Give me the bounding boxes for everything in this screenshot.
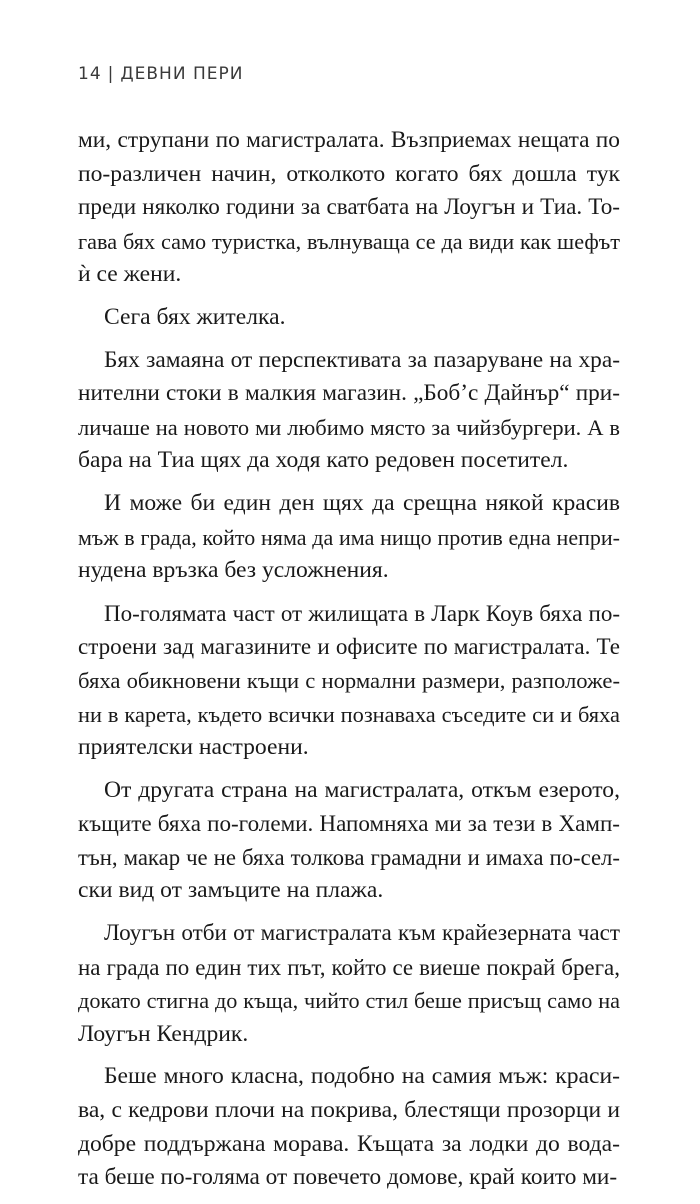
text-line: ми, струпани по магистралата. Възприемах нещата по bbox=[78, 127, 620, 153]
text-line: Беше много класна, подобно на самия мъж: краси- bbox=[104, 1063, 620, 1090]
running-head bbox=[78, 64, 243, 84]
text-line: ски вид от замъците на плажа. bbox=[78, 877, 384, 904]
paragraph bbox=[78, 1060, 620, 1194]
paragraph bbox=[78, 774, 620, 908]
page-number: 14 bbox=[78, 64, 102, 84]
paragraph bbox=[78, 487, 620, 588]
text-line: нителни стоки в малкия магазин. „Боб’с Дайнър“ при- bbox=[78, 380, 620, 407]
text-line: По-голямата част от жилищата в Ларк Коув бяха по- bbox=[104, 599, 620, 626]
text-line: Бях замаяна от перспективата за пазаруване на хра- bbox=[104, 346, 620, 373]
text-line: преди няколко години за сватбата на Лоугън и Тиа. То- bbox=[78, 194, 620, 221]
text-line: бяха обикновени къщи с нормални размери, разположе- bbox=[78, 667, 620, 693]
text-line: докато стигна до къща, чийто стил беше присъщ само на bbox=[78, 988, 620, 1014]
text-line: ни в карета, където всички познаваха съседите си и бяха bbox=[78, 701, 620, 727]
text-line: по-различен начин, отколкото когато бях дошла тук bbox=[78, 160, 620, 187]
paragraph bbox=[78, 344, 620, 478]
text-line: личаше на новото ми любимо място за чийзбургери. А в bbox=[78, 414, 620, 440]
paragraph bbox=[78, 301, 620, 335]
text-line: добре поддържана морава. Къщата за лодки до вода- bbox=[78, 1130, 620, 1157]
text-line: От другата страна на магистралата, откъм езерото, bbox=[104, 776, 620, 803]
text-line: И може би един ден щях да срещна някой красив bbox=[104, 489, 620, 516]
text-line: ѝ се жени. bbox=[78, 261, 182, 288]
text-line: Лоугън отби от магистралата към крайезерната част bbox=[104, 920, 620, 947]
paragraph bbox=[78, 124, 620, 292]
header-separator: | bbox=[107, 64, 115, 84]
text-line: Лоугън Кендрик. bbox=[78, 1020, 249, 1047]
paragraph bbox=[78, 597, 620, 765]
text-line: строени зад магазините и офисите по магистралата. Те bbox=[78, 633, 620, 660]
text-line: нудена връзка без усложнения. bbox=[78, 557, 389, 584]
text-line: приятелски настроени. bbox=[78, 734, 309, 761]
text-line: тън, макар че не бяха толкова грамадни и имаха по-сел- bbox=[78, 844, 620, 870]
text-line: мъж в града, който няма да има нищо против една непри- bbox=[78, 524, 620, 550]
text-line: ва, с кедрови плочи на покрива, блестящи прозорци и bbox=[78, 1097, 620, 1124]
text-line: та беше по-голяма от повечето домове, край които ми- bbox=[78, 1164, 618, 1191]
book-title: ДЕВНИ ПЕРИ bbox=[120, 64, 244, 84]
text-line: на града по един тих път, който се виеше покрай брега, bbox=[78, 954, 620, 980]
text-line: бара на Тиа щях да ходя като редовен посетител. bbox=[78, 447, 569, 474]
text-line: гава бях само туристка, вълнуваща се да види как шефът bbox=[78, 228, 620, 254]
text-line: Сега бях жителка. bbox=[104, 303, 286, 330]
text-line: къщите бяха по-големи. Напомняха ми за тези в Хамп- bbox=[78, 810, 620, 837]
body-text bbox=[78, 124, 620, 1204]
paragraph bbox=[78, 917, 620, 1051]
